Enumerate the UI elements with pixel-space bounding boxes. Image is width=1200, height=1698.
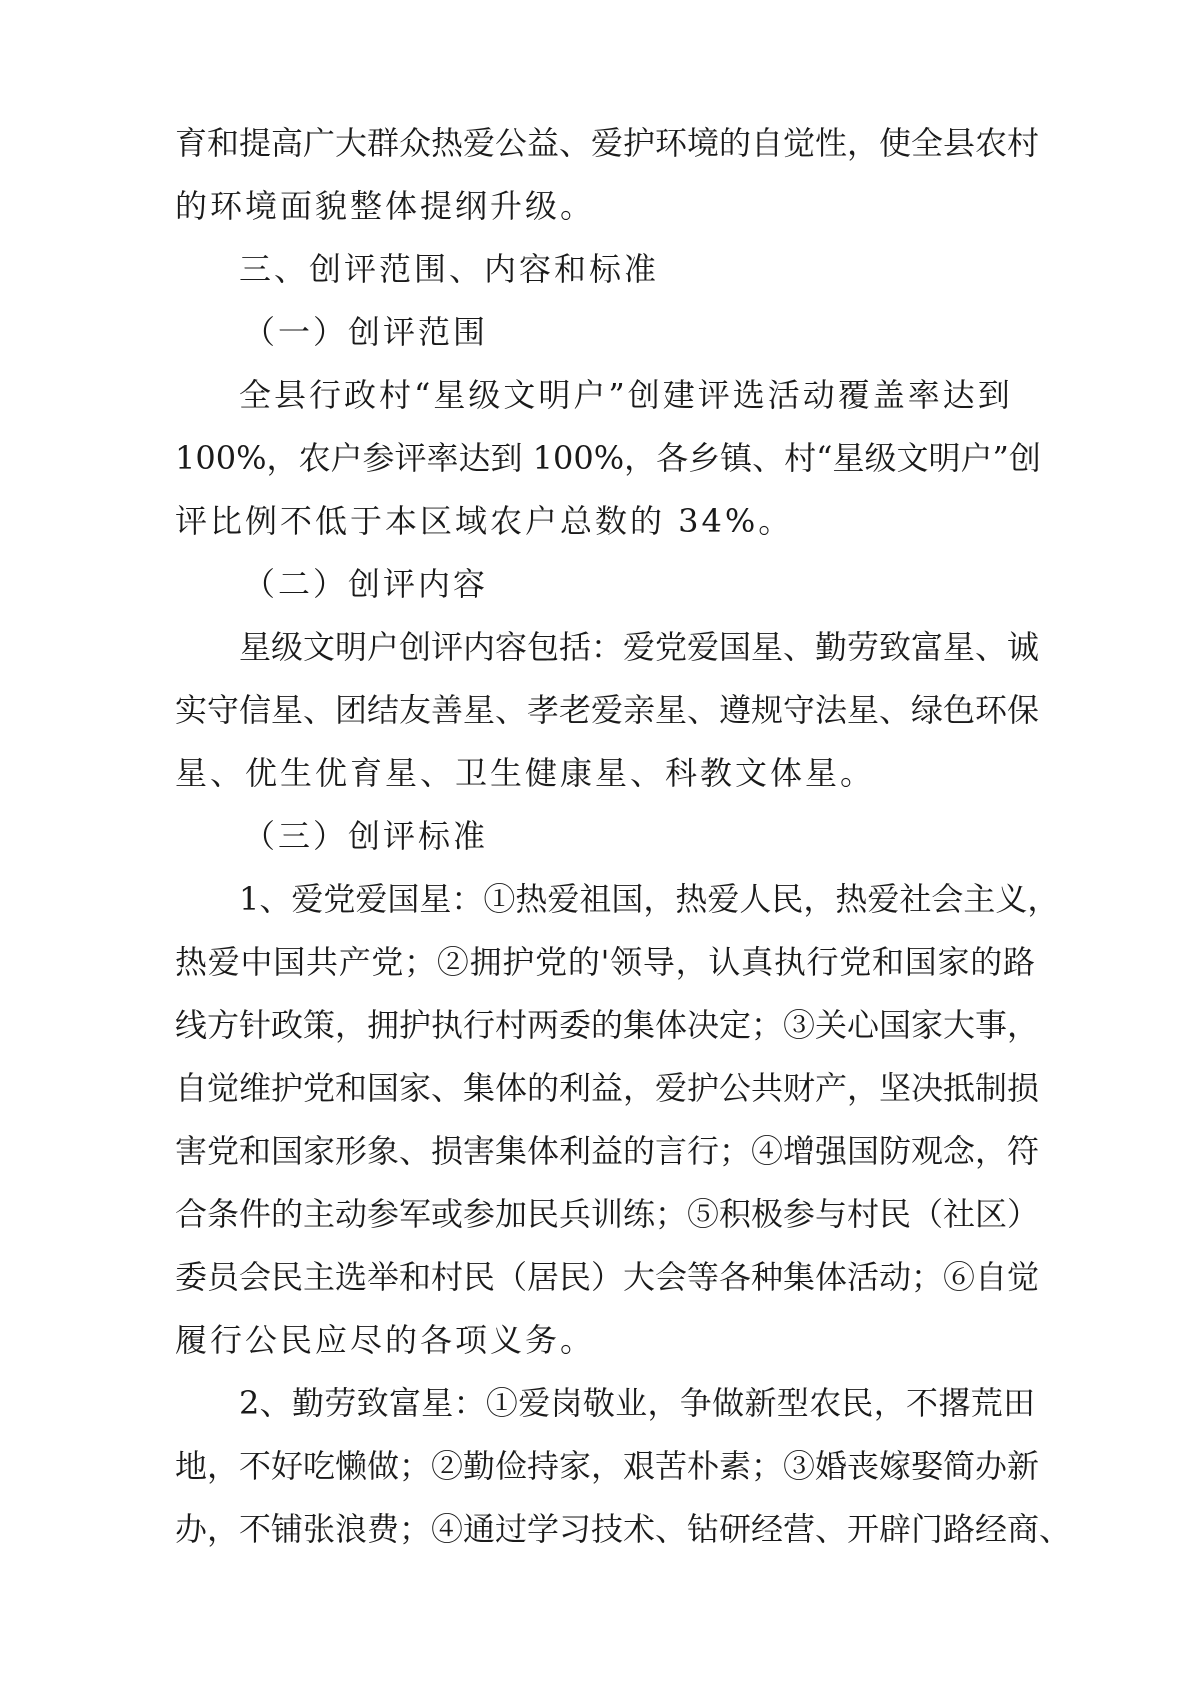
text-line: 线方针政策，拥护执行村两委的集体决定；③关心国家大事， <box>175 1006 1040 1044</box>
subsection-heading: （三）创评标准 <box>243 817 489 855</box>
subsection-heading: （二）创评内容 <box>243 565 489 603</box>
text-line: 合条件的主动参军或参加民兵训练；⑤积极参与村民（社区） <box>175 1195 1040 1233</box>
text-line: 全县行政村“星级文明户”创建评选活动覆盖率达到 <box>239 376 1013 414</box>
section-heading: 三、创评范围、内容和标准 <box>239 250 660 288</box>
text-line: 地，不好吃懒做；②勤俭持家，艰苦朴素；③婚丧嫁娶简办新 <box>175 1447 1040 1485</box>
text-line: 履行公民应尽的各项义务。 <box>175 1321 596 1359</box>
text-line: 自觉维护党和国家、集体的利益，爱护公共财产，坚决抵制损 <box>175 1069 1040 1107</box>
text-line: 1、爱党爱国星：①热爱祖国，热爱人民，热爱社会主义， <box>239 880 1060 918</box>
text-line: 实守信星、团结友善星、孝老爱亲星、遵规守法星、绿色环保 <box>175 691 1040 729</box>
text-line: 2、勤劳致富星：①爱岗敬业，争做新型农民，不撂荒田 <box>239 1384 1035 1422</box>
text-line: 害党和国家形象、损害集体利益的言行；④增强国防观念，符 <box>175 1132 1040 1170</box>
text-line: 的环境面貌整体提纲升级。 <box>175 187 596 225</box>
text-line: 委员会民主选举和村民（居民）大会等各种集体活动；⑥自觉 <box>175 1258 1040 1296</box>
text-line: 星、优生优育星、卫生健康星、科教文体星。 <box>175 754 876 792</box>
text-line: 热爱中国共产党；②拥护党的'领导，认真执行党和国家的路 <box>175 943 1035 981</box>
text-line: 星级文明户创评内容包括：爱党爱国星、勤劳致富星、诚 <box>239 628 1040 666</box>
document-page <box>175 112 1072 1561</box>
text-line: 100%，农户参评率达到 100%，各乡镇、村“星级文明户”创 <box>175 439 1041 477</box>
subsection-heading: （一）创评范围 <box>243 313 489 351</box>
text-line: 育和提高广大群众热爱公益、爱护环境的自觉性，使全县农村 <box>175 124 1040 162</box>
text-line: 办，不铺张浪费；④通过学习技术、钻研经营、开辟门路经商、 <box>175 1510 1072 1548</box>
text-line: 评比例不低于本区域农户总数的 34%。 <box>175 502 794 540</box>
